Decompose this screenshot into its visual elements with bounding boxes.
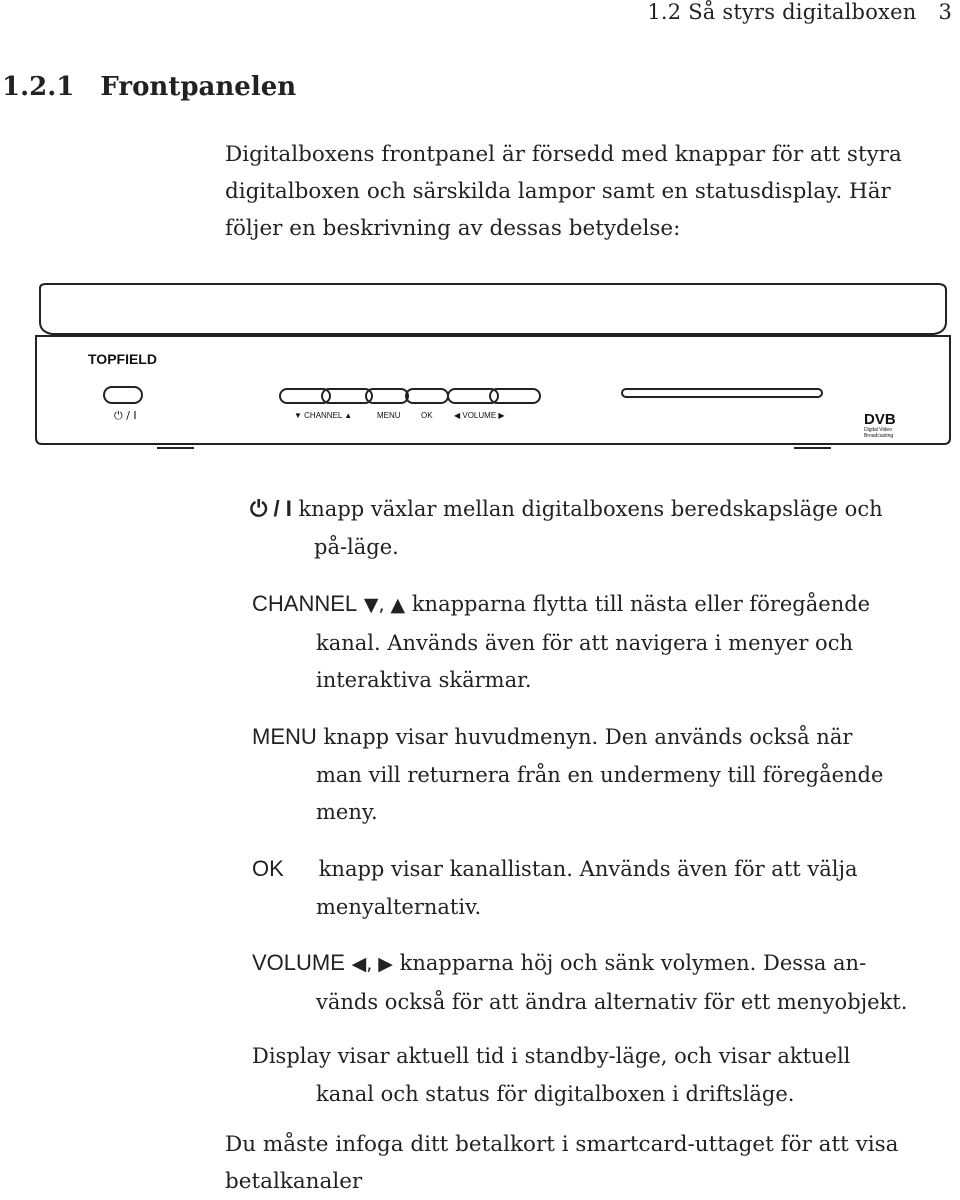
- definition-power: [250, 490, 955, 566]
- dvb-subtext-1: Digital Video: [864, 427, 892, 433]
- display-line1: visar aktuell tid i standby-läge, och visar aktuell: [337, 1044, 851, 1068]
- intro-paragraph: Digitalboxens frontpanel är försedd med knappar för att styra digitalboxen och särskilda lampor samt en statusdisplay. Här följer en beskrivning av dessas betydelse:: [225, 142, 902, 241]
- section-number: 1.2.1: [2, 72, 75, 102]
- channel-label: ▼ CHANNEL ▲: [294, 411, 353, 420]
- section-title: Frontpanelen: [100, 72, 297, 102]
- definition-menu: [252, 718, 957, 832]
- ok-label: OK: [421, 411, 433, 420]
- ok-term: OK: [252, 856, 284, 881]
- section-heading: [2, 72, 296, 102]
- volume-term: VOLUME: [252, 950, 345, 975]
- menu-term: MENU: [252, 724, 317, 749]
- page-number: 3: [938, 0, 952, 24]
- power-button: [104, 387, 142, 403]
- volume-label: ◀ VOLUME ▶: [454, 411, 505, 420]
- menu-line3: meny.: [316, 800, 378, 824]
- brand-logo: TOPFIELD: [88, 351, 157, 367]
- volume-arrows: ◀, ▶: [351, 953, 393, 975]
- dvb-subtext-2: Broadcasting: [864, 433, 894, 439]
- power-line2: på-läge.: [314, 534, 399, 559]
- front-panel-illustration: [32, 282, 954, 452]
- ok-line2: menyalternativ.: [316, 894, 482, 919]
- menu-line2: man vill returnera från en undermeny till föregående: [316, 762, 884, 787]
- menu-line1: knapp visar huvudmenyn. Den används också när: [323, 725, 853, 749]
- dvb-logo: DVB: [864, 411, 896, 428]
- channel-arrows: ▼, ▲: [363, 594, 406, 616]
- definition-display: [252, 1038, 957, 1113]
- channel-line1: knapparna flytta till nästa eller föregående: [411, 592, 871, 616]
- definition-channel: [252, 585, 957, 700]
- menu-label: MENU: [377, 411, 401, 420]
- power-label: ⏻ / I: [114, 409, 137, 422]
- definition-volume: [252, 944, 957, 1021]
- definition-ok: [252, 850, 957, 926]
- volume-line1: knapparna höj och sänk volymen. Dessa an-: [399, 951, 867, 975]
- display-term: Display: [252, 1044, 331, 1068]
- status-display: [622, 389, 822, 397]
- closing-paragraph: Du måste infoga ditt betalkort i smartcard-uttaget för att visa betalkanaler: [225, 1132, 899, 1194]
- device-lid: [40, 284, 946, 334]
- channel-line2: kanal. Används även för att navigera i menyer och: [316, 630, 853, 655]
- running-header: [647, 0, 952, 24]
- volume-line2: vänds också för att ändra alternativ för ett menyobjekt.: [316, 989, 908, 1014]
- ok-button: [406, 389, 448, 403]
- power-term: ⏻ / I: [250, 496, 292, 521]
- running-header-section: 1.2 Så styrs digitalboxen: [647, 0, 917, 24]
- ok-line1: knapp visar kanallistan. Används även för att välja: [318, 857, 858, 881]
- channel-term: CHANNEL: [252, 591, 358, 616]
- power-line1: knapp växlar mellan digitalboxens beredskapsläge och: [298, 497, 883, 521]
- display-line2: kanal och status för digitalboxen i driftsläge.: [316, 1081, 795, 1106]
- channel-line3: interaktiva skärmar.: [316, 668, 532, 692]
